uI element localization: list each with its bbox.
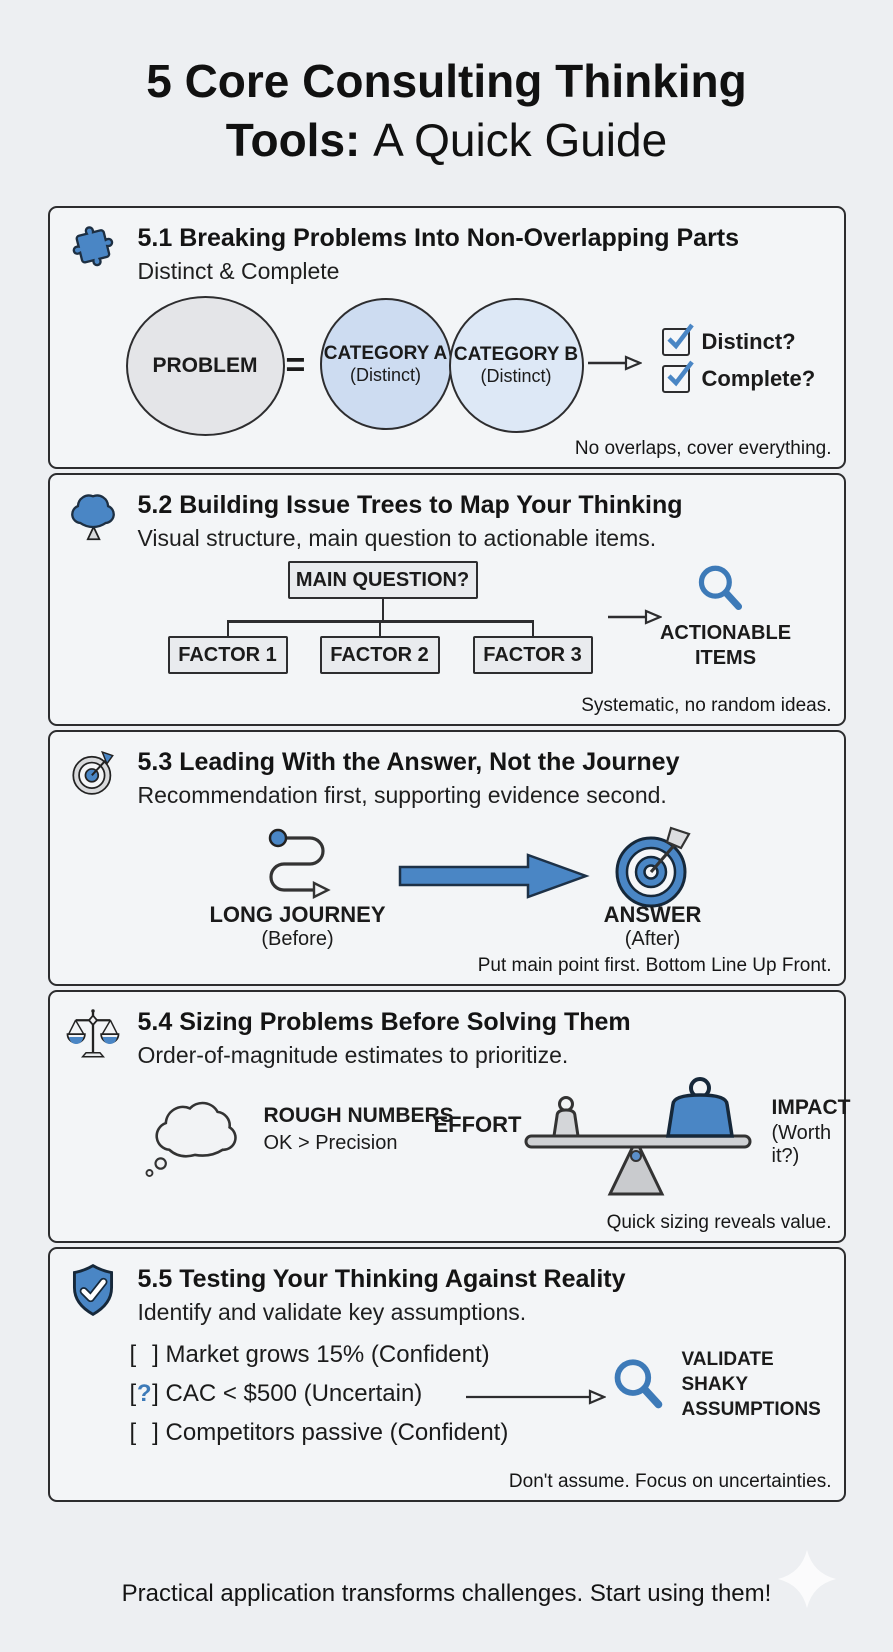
complete-check-label: Complete? [701, 366, 816, 391]
bracket-open: [ [129, 1419, 137, 1446]
distinct-check-label: Distinct? [701, 329, 796, 354]
page-title-line1: 5 Core Consulting Thinking [146, 55, 747, 107]
thought-cloud-icon [140, 1086, 252, 1184]
assumption-text-2: CAC < $500 (Uncertain) [165, 1380, 423, 1407]
bracket-open: [ [129, 1380, 137, 1407]
after-label-block [553, 902, 753, 951]
section-5-1-subtitle: Distinct & Complete [137, 258, 340, 284]
rough-numbers-label: ROUGH NUMBERS [263, 1104, 454, 1127]
distinct-check-row [662, 328, 796, 356]
assumption-list [130, 1335, 509, 1452]
section-5-2-note: Systematic, no random ideas. [581, 695, 832, 716]
section-5-1-title: 5.1 Breaking Problems Into Non-Overlapping Parts [137, 224, 740, 252]
long-journey-label: LONG JOURNEY [209, 902, 386, 927]
actionable-line2: ITEMS [694, 647, 757, 669]
category-b-qualifier: (Distinct) [480, 366, 552, 386]
assumption-item-1 [130, 1335, 509, 1374]
equals-sign: = [285, 346, 306, 384]
section-5-5-note: Don't assume. Focus on uncertainties. [508, 1471, 832, 1492]
section-5-2-title: 5.2 Building Issue Trees to Map Your Thinking [137, 491, 683, 519]
question-mark: ? [136, 1380, 152, 1407]
answer-label: ANSWER [603, 902, 702, 927]
category-b-circle [449, 298, 584, 433]
page-title [0, 52, 893, 170]
section-5-2-subtitle: Visual structure, main question to actionable items. [137, 525, 657, 551]
bracket-open: [ [129, 1341, 137, 1368]
magnifier-icon [606, 1352, 670, 1416]
problem-circle [126, 296, 285, 436]
scale-icon [64, 1004, 122, 1062]
before-qualifier: (Before) [261, 928, 334, 950]
section-5-4-subtitle: Order-of-magnitude estimates to prioritize. [137, 1042, 569, 1068]
section-5-3-subtitle: Recommendation first, supporting evidence second. [137, 782, 667, 808]
category-a-qualifier: (Distinct) [350, 364, 421, 385]
impact-label: IMPACT [771, 1096, 851, 1119]
category-b-label: CATEGORY B [453, 344, 579, 365]
page-footer: Practical application transforms challenges. Start using them! [121, 1580, 772, 1607]
tree-icon [64, 487, 122, 545]
after-qualifier: (After) [624, 928, 681, 950]
before-label-block [198, 902, 398, 951]
section-5-3-note: Put main point first. Bottom Line Up Front. [477, 955, 832, 976]
validate-shaky-assumptions-label [682, 1347, 821, 1422]
section-5-3-title: 5.3 Leading With the Answer, Not the Journey [137, 748, 680, 776]
impact-block [772, 1096, 851, 1168]
factor-1-box: FACTOR 1 [168, 636, 288, 674]
effort-label: EFFORT [433, 1112, 522, 1137]
impact-qualifier: (Worth it?) [771, 1122, 832, 1167]
validate-line2: SHAKY [681, 1374, 749, 1395]
complete-check-row [662, 365, 816, 393]
checkbox-checked-icon [662, 328, 690, 356]
problem-label: PROBLEM [152, 354, 258, 377]
bracket-close: ] [152, 1341, 159, 1368]
assumption-item-3 [130, 1413, 509, 1452]
right-arrow-icon [588, 354, 642, 377]
winding-path-icon [256, 826, 340, 902]
section-5-5 [48, 1247, 846, 1502]
section-5-2 [48, 473, 846, 726]
section-5-4 [48, 990, 851, 1243]
actionable-line1: ACTIONABLE [659, 622, 792, 644]
magnifier-icon [691, 559, 749, 617]
actionable-items-label [648, 621, 804, 671]
factor-3-box: FACTOR 3 [473, 636, 593, 674]
bracket-close: ] [152, 1380, 159, 1407]
checkbox-checked-icon [662, 365, 690, 393]
assumption-text-1: Market grows 15% (Confident) [165, 1341, 490, 1368]
big-blue-arrow-icon [398, 852, 590, 900]
tree-connector [382, 599, 385, 620]
section-5-3 [48, 730, 846, 986]
assumption-item-2 [130, 1374, 509, 1413]
target-icon [64, 744, 122, 802]
bracket-close: ] [152, 1419, 159, 1446]
category-a-label: CATEGORY A [323, 342, 448, 364]
assumption-text-3: Competitors passive (Confident) [165, 1419, 509, 1446]
validate-line1: VALIDATE [681, 1349, 774, 1370]
rough-numbers-qualifier: OK > Precision [263, 1132, 398, 1154]
page-title-line2-rest: A Quick Guide [373, 114, 668, 166]
section-5-1 [48, 206, 846, 469]
section-5-5-subtitle: Identify and validate key assumptions. [137, 1299, 527, 1325]
section-5-4-title: 5.4 Sizing Problems Before Solving Them [137, 1008, 631, 1036]
shield-check-icon [64, 1261, 122, 1319]
section-5-4-note: Quick sizing reveals value. [606, 1212, 832, 1233]
puzzle-icon [64, 220, 122, 278]
section-5-5-title: 5.5 Testing Your Thinking Against Reality [137, 1265, 626, 1293]
section-5-1-note: No overlaps, cover everything. [574, 438, 832, 459]
infographic-panel [48, 206, 851, 1502]
validate-line3: ASSUMPTIONS [681, 1399, 821, 1420]
right-arrow-icon [466, 1388, 606, 1411]
factor-2-box: FACTOR 2 [320, 636, 440, 674]
main-question-box: MAIN QUESTION? [288, 561, 478, 599]
page-title-line2-bold: Tools: [225, 114, 361, 166]
seesaw-weights-icon [518, 1072, 764, 1198]
category-a-circle [320, 298, 452, 430]
rough-numbers-block [264, 1104, 454, 1155]
